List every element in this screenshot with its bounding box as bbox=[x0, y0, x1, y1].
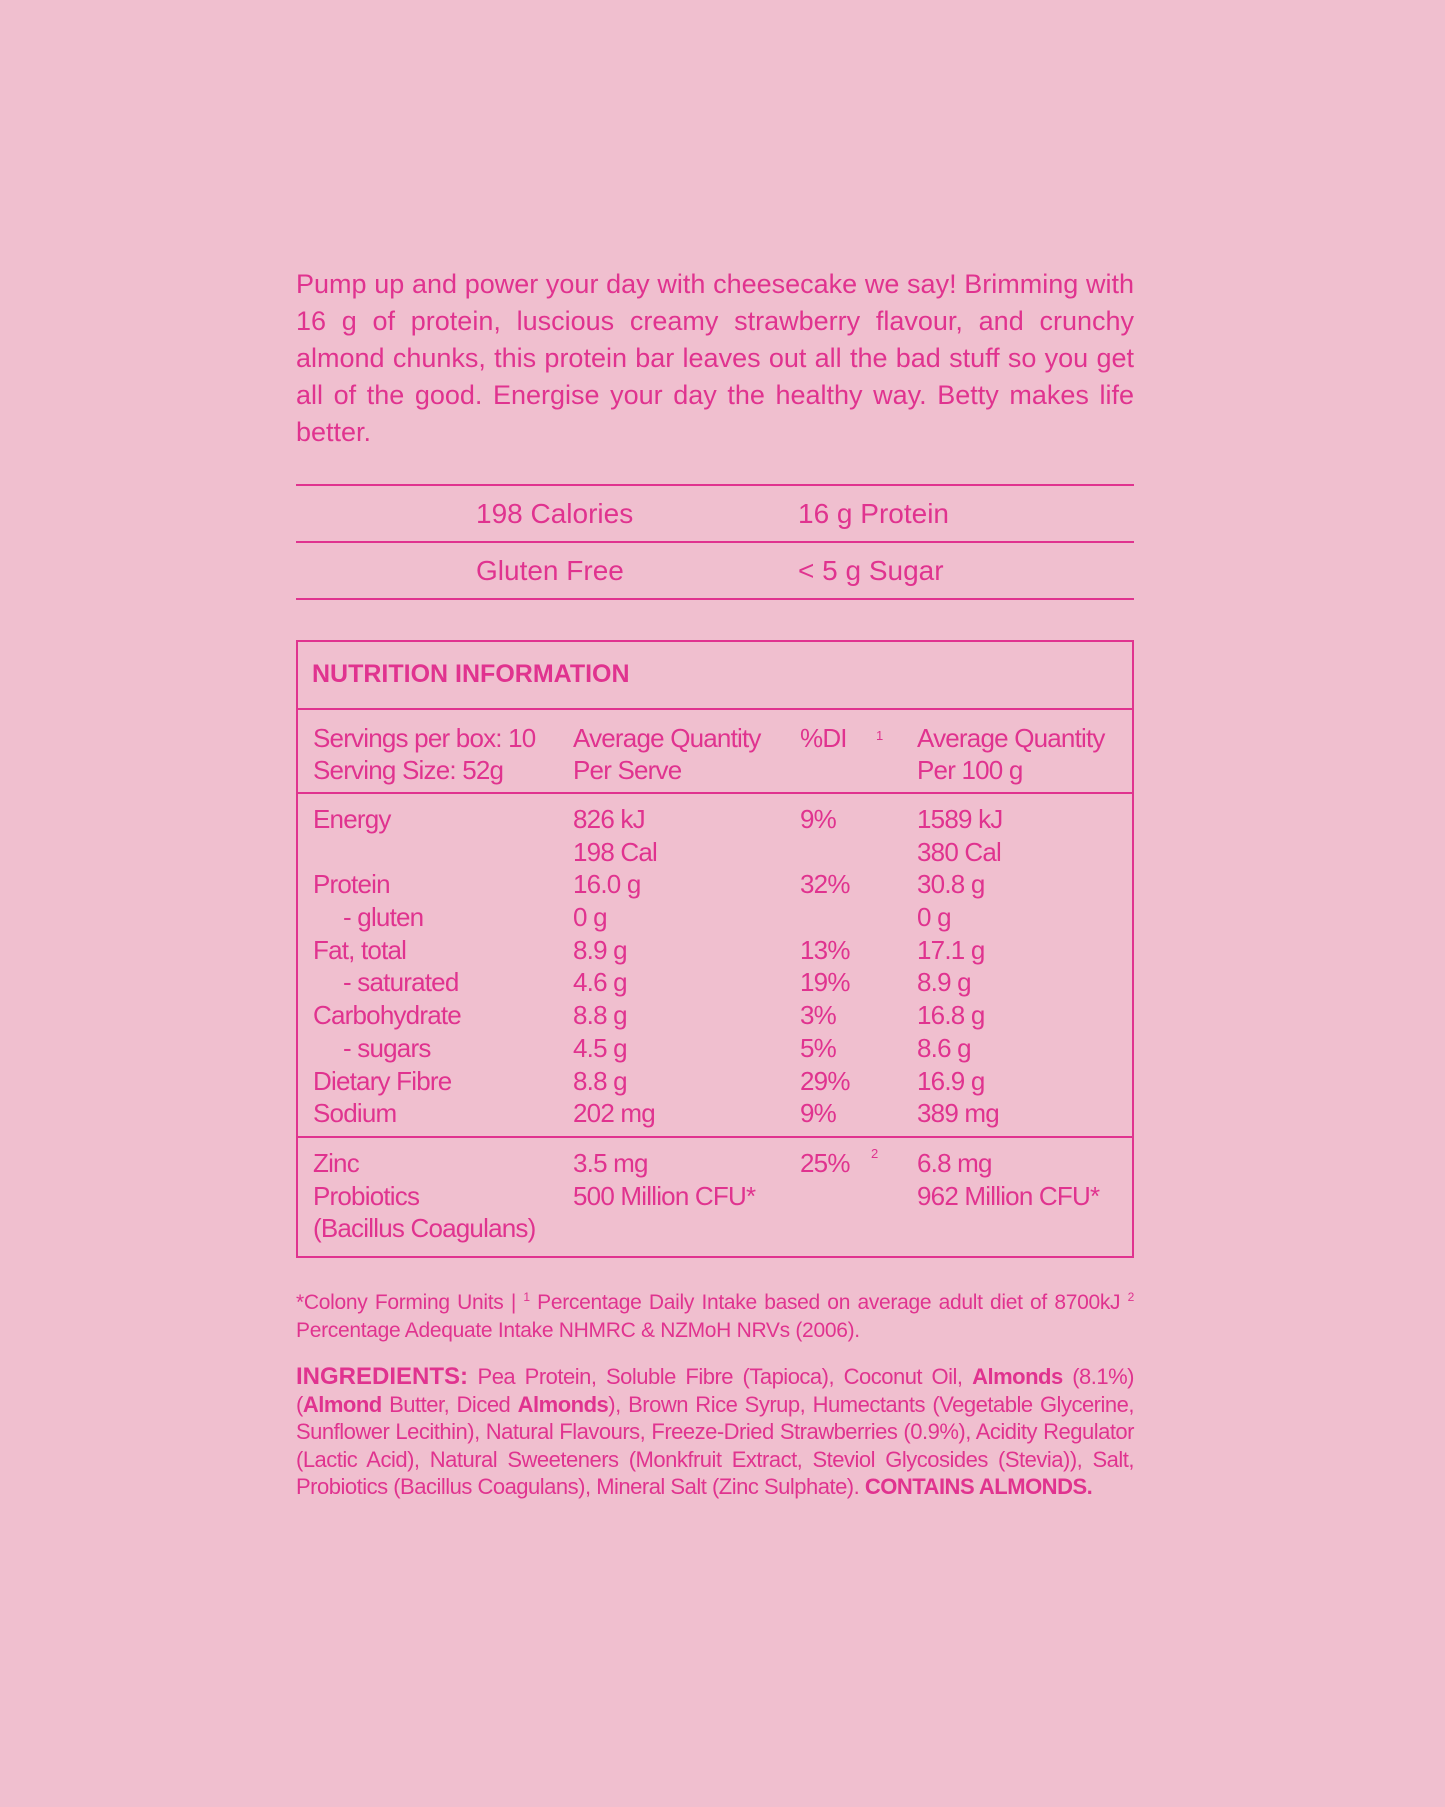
di-value: 32% bbox=[800, 869, 850, 900]
per-serve-value: 202 mg bbox=[573, 1098, 655, 1129]
per-100g-value: 30.8 g bbox=[917, 869, 985, 900]
sugar-highlight: < 5 g Sugar bbox=[798, 555, 944, 586]
nutrient-name: Protein bbox=[313, 869, 390, 900]
nutrient-row bbox=[298, 1148, 1132, 1181]
di-value: 5% bbox=[800, 1032, 836, 1063]
per-serve-value: 3.5 mg bbox=[573, 1148, 648, 1178]
nutrient-row bbox=[298, 1181, 1132, 1214]
ingredients-text: Butter, Diced bbox=[381, 1391, 518, 1417]
per-serve-header-line: Average Quantity bbox=[573, 723, 761, 753]
nutrition-extra bbox=[298, 1138, 1132, 1256]
highlights-row bbox=[296, 486, 1134, 543]
per-serve-header bbox=[573, 722, 761, 786]
nutrient-name: - saturated bbox=[343, 967, 459, 998]
per-100g-value: 17.1 g bbox=[917, 934, 985, 965]
per-serve-value: 16.0 g bbox=[573, 869, 641, 900]
nutrient-row bbox=[298, 935, 1132, 968]
highlights-table bbox=[296, 484, 1134, 600]
per-100g-value: 962 Million CFU* bbox=[917, 1180, 1100, 1211]
nutrition-body bbox=[298, 794, 1132, 1138]
per-100g-header-line: Average Quantity bbox=[917, 723, 1105, 753]
per-serve-value: 8.9 g bbox=[573, 934, 627, 965]
gluten-highlight: Gluten Free bbox=[476, 555, 624, 586]
nutrition-header bbox=[298, 710, 1132, 794]
footnote-text: *Colony Forming Units | bbox=[296, 1291, 524, 1314]
nutrient-name: Dietary Fibre bbox=[313, 1065, 452, 1096]
per-100g-header-line: Per 100 g bbox=[917, 755, 1023, 785]
ingredients-text: ), Brown Rice Syrup, Humectants (Vegetable Glycerine, Sunflower Lecithin), Natural Flavours, Freeze-Dried Strawberries (0.9%), Acidity Regulator (Lactic Acid), Natural Sweeteners (Monkfruit Extract, Steviol Glycosides (Stevia)), Salt, Probiotics (Bacillus Coagulans), Mineral Salt (Zinc Sulphate). bbox=[296, 1391, 1134, 1499]
di-value: 19% bbox=[800, 967, 850, 998]
per-100g-value: 8.6 g bbox=[917, 1032, 971, 1063]
per-100g-value: 16.9 g bbox=[917, 1065, 985, 1096]
calories-highlight: 198 Calories bbox=[476, 498, 634, 529]
nutrient-row bbox=[298, 967, 1132, 1000]
allergen-warning: CONTAINS ALMONDS. bbox=[864, 1474, 1093, 1499]
di-value: 29% bbox=[800, 1065, 850, 1096]
nutrient-row bbox=[298, 837, 1132, 870]
di-value: 3% bbox=[800, 1000, 836, 1031]
nutrient-row bbox=[298, 1213, 1132, 1246]
di-footnote-ref: 1 bbox=[876, 728, 884, 743]
nutrient-name: - gluten bbox=[343, 902, 424, 933]
per-100g-header bbox=[917, 722, 1105, 786]
allergen: Almond bbox=[302, 1391, 382, 1417]
per-serve-value: 826 kJ bbox=[573, 804, 645, 834]
nutrition-panel bbox=[296, 640, 1134, 1258]
footnotes bbox=[296, 1283, 1134, 1345]
per-100g-value: 16.8 g bbox=[917, 1000, 985, 1031]
per-serve-value: 4.6 g bbox=[573, 967, 627, 998]
nutrient-row bbox=[298, 1098, 1132, 1131]
nutrient-row bbox=[298, 902, 1132, 935]
nutrient-row bbox=[298, 1000, 1132, 1033]
footnote-text: Percentage Adequate Intake NHMRC & NZMoH NRVs (2006). bbox=[296, 1319, 860, 1342]
nutrient-name: Energy bbox=[313, 804, 391, 834]
allergen: Almonds bbox=[972, 1364, 1063, 1389]
nutrient-name: Probiotics bbox=[313, 1180, 420, 1211]
allergen: Almonds bbox=[517, 1391, 609, 1417]
per-serve-value: 8.8 g bbox=[573, 1000, 627, 1031]
nutrient-name: - sugars bbox=[343, 1032, 431, 1063]
nutrient-name: Fat, total bbox=[313, 934, 407, 965]
per-serve-header-line: Per Serve bbox=[573, 755, 682, 785]
ingredients-text: Pea Protein, Soluble Fibre (Tapioca), Coconut Oil, bbox=[468, 1364, 973, 1389]
per-100g-value: 380 Cal bbox=[917, 836, 1002, 867]
di-header-label: %DI bbox=[800, 723, 847, 753]
ingredients-text: (8.1%) ( bbox=[296, 1364, 1134, 1417]
serving-size: Serving Size: 52g bbox=[313, 755, 504, 785]
per-100g-value: 8.9 g bbox=[917, 967, 971, 998]
product-description: Pump up and power your day with cheesecake we say! Brimming with 16 g of protein, luscious creamy strawberry flavour, and crunchy almond chunks, this protein bar leaves out all the bad stuff so you get all of the good. Energise your day the healthy way. Betty makes life better. bbox=[296, 269, 1134, 447]
di-footnote-ref: 2 bbox=[871, 1146, 879, 1161]
nutrient-name: (Bacillus Coagulans) bbox=[313, 1213, 536, 1244]
di-value: 9% bbox=[800, 1098, 836, 1129]
highlights-row bbox=[296, 543, 1134, 600]
nutrition-title: NUTRITION INFORMATION bbox=[298, 642, 1132, 710]
nutrient-row bbox=[298, 869, 1132, 902]
per-serve-value: 500 Million CFU* bbox=[573, 1180, 756, 1211]
di-value: 9% bbox=[800, 804, 836, 834]
servings-per-box: Servings per box: 10 bbox=[313, 723, 536, 753]
nutrient-name: Sodium bbox=[313, 1098, 397, 1129]
footnote-marker: 1 bbox=[523, 1290, 530, 1304]
protein-highlight: 16 g Protein bbox=[798, 498, 949, 529]
per-serve-value: 8.8 g bbox=[573, 1065, 627, 1096]
nutrient-name: Zinc bbox=[313, 1148, 359, 1178]
di-header bbox=[800, 722, 884, 754]
per-100g-value: 0 g bbox=[917, 902, 951, 933]
serving-info bbox=[313, 722, 535, 786]
footnote-text: Percentage Daily Intake based on average adult diet of 8700kJ bbox=[529, 1291, 1128, 1314]
di-value: 13% bbox=[800, 934, 850, 965]
per-100g-value: 6.8 mg bbox=[917, 1148, 992, 1178]
per-serve-value: 198 Cal bbox=[573, 836, 658, 867]
ingredients bbox=[296, 1363, 1134, 1501]
per-100g-value: 389 mg bbox=[917, 1098, 999, 1129]
nutrient-row bbox=[298, 1033, 1132, 1066]
di-value: 25% bbox=[800, 1148, 850, 1178]
per-serve-value: 4.5 g bbox=[573, 1032, 627, 1063]
footnote-marker: 2 bbox=[1127, 1290, 1134, 1304]
ingredients-label: INGREDIENTS: bbox=[296, 1363, 469, 1390]
per-100g-value: 1589 kJ bbox=[917, 804, 1003, 834]
nutrient-row bbox=[298, 1066, 1132, 1099]
per-serve-value: 0 g bbox=[573, 902, 607, 933]
nutrient-name: Carbohydrate bbox=[313, 1000, 461, 1031]
nutrient-row bbox=[298, 804, 1132, 837]
